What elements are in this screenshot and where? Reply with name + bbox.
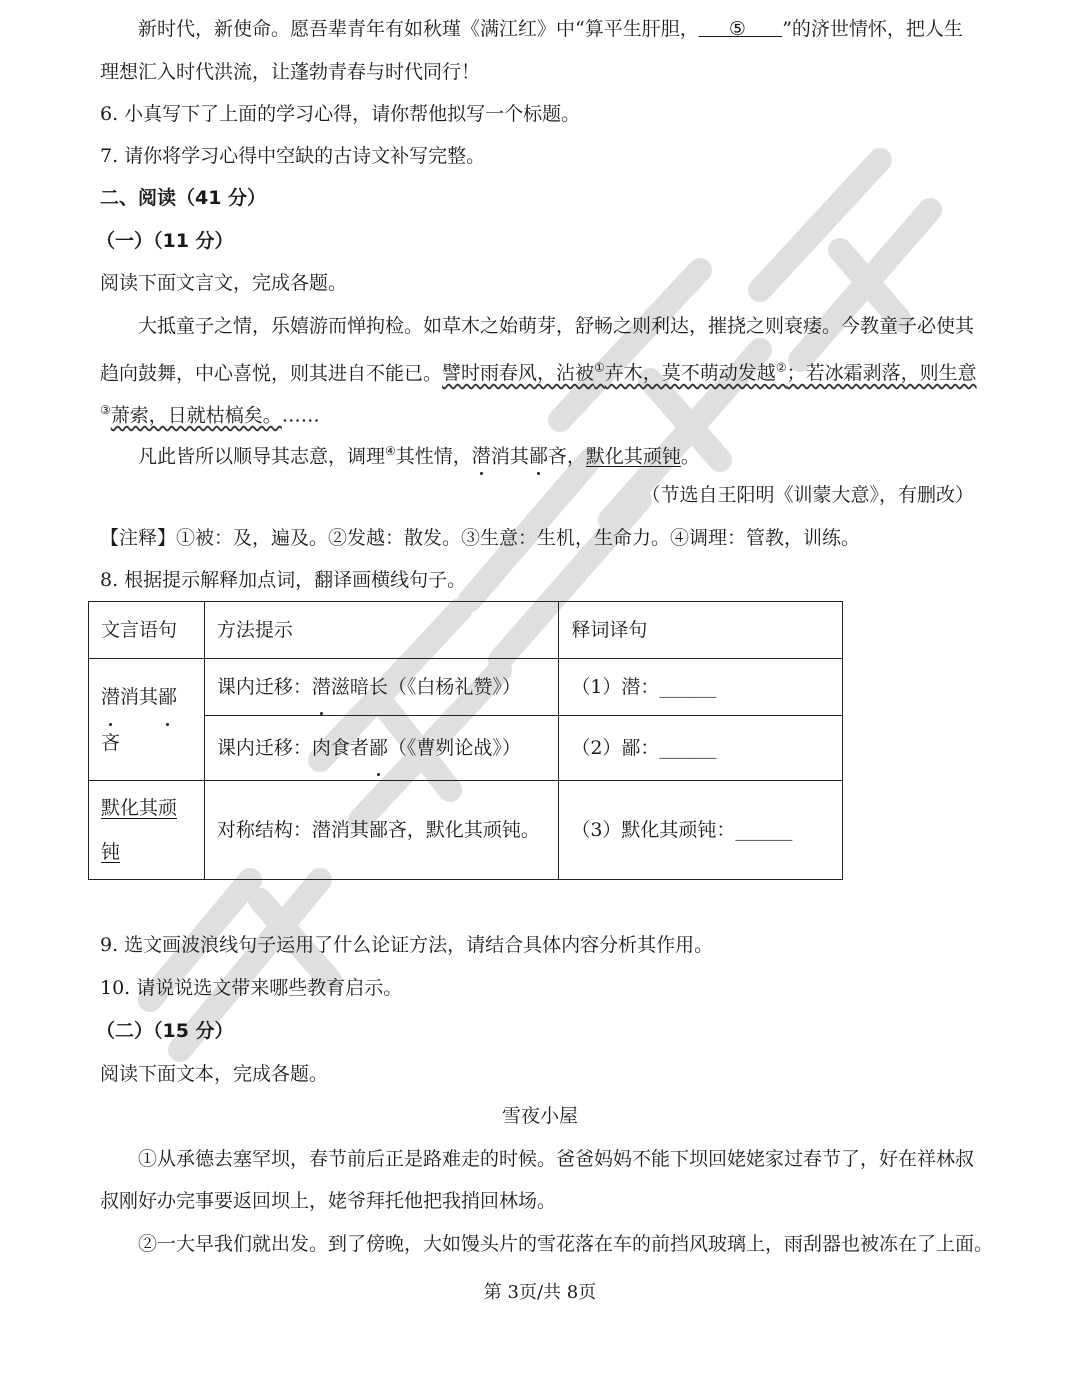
part-2-intro: 阅读下面文本，完成各题。 — [100, 1063, 329, 1085]
part-2-heading: （二）（15 分） — [96, 1020, 234, 1042]
question-7: 7. 请你将学习心得中空缺的古诗文补写完整。 — [100, 145, 486, 167]
story-para-2: ②一大早我们就出发。到了傍晚，大如馒头片的雪花落在车的前挡风玻璃上，雨刮器也被冻在了上面。 — [138, 1233, 994, 1255]
story-para-1-line-1: ①从承德去塞罕坝，春节前后正是路难走的时候。爸爸妈妈不能下坝回姥姥家过春节了，好在祥林叔 — [138, 1148, 975, 1170]
wavy-sentence: 譬时雨春风，沾被①卉木，莫不萌动发越②；若冰霜剥落，则生意 — [442, 361, 977, 385]
line-2: 理想汇入时代洪流，让蓬勃青春与时代同行！ — [100, 61, 481, 83]
blank-5: ⑤ — [728, 18, 746, 40]
table-header-row — [89, 602, 843, 659]
part-1-heading: （一）（11 分） — [96, 230, 234, 252]
table-header: 方法提示 — [204, 602, 558, 659]
question-9: 9. 选文画波浪线句子运用了什么论证方法，请结合具体内容分析其作用。 — [100, 934, 714, 956]
part-1-intro: 阅读下面文言文，完成各题。 — [100, 272, 348, 294]
table-header: 释词译句 — [559, 602, 843, 659]
passage-1-line-3: ③萧索，日就枯槁矣。…… — [100, 403, 320, 427]
question-8-table — [88, 601, 843, 880]
story-title: 雪夜小屋 — [501, 1105, 578, 1127]
table-row — [89, 781, 843, 880]
question-8: 8. 根据提示解释加点词，翻译画横线句子。 — [100, 569, 467, 591]
passage-1-line-1: 大抵童子之情，乐嬉游而惮拘检。如草木之始萌芽，舒畅之则利达，摧挠之则衰痿。今教童子必使其 — [138, 315, 975, 337]
table-cell: 课内迁移：肉食者鄙（《曹刿论战》） — [204, 716, 558, 781]
passage-1-line-2: 趋向鼓舞，中心喜悦，则其进自不能已。譬时雨春风，沾被①卉木，莫不萌动发越②；若冰霜剥落，则生意 — [100, 361, 977, 385]
table-header: 文言语句 — [89, 602, 205, 659]
answer-cell-1[interactable]: （1）潜：______ — [559, 659, 843, 716]
question-6: 6. 小真写下了上面的学习心得，请你帮他拟写一个标题。 — [100, 103, 581, 125]
table-cell: 课内迁移：潜滋暗长（《白杨礼赞》） — [204, 659, 558, 716]
passage-2-line: 凡此皆所以顺导其志意，调理④其性情，潜消其鄙吝，默化其顽钝。 — [138, 444, 700, 468]
table-row — [89, 659, 843, 716]
notes: 【注释】①被：及，遍及。②发越：散发。③生意：生机，生命力。④调理：管教，训练。 — [100, 527, 861, 549]
table-cell: 潜消其鄙 吝 — [89, 659, 205, 781]
table-cell: 默化其顽钝 — [89, 781, 205, 880]
answer-cell-3[interactable]: （3）默化其顽钝：______ — [559, 781, 843, 880]
question-10: 10. 请说说选文带来哪些教育启示。 — [100, 977, 403, 999]
source-citation: （节选自王阳明《训蒙大意》，有删改） — [641, 484, 974, 506]
answer-cell-2[interactable]: （2）鄙：______ — [559, 716, 843, 781]
line-1: 新时代，新使命。愿吾辈青年有如秋瑾《满江红》中“算平生肝胆， ⑤ ”的济世情怀，把人生 — [138, 18, 963, 40]
section-2-heading: 二、阅读（41 分） — [100, 187, 267, 209]
table-cell: 对称结构：潜消其鄙吝，默化其顽钝。 — [204, 781, 558, 880]
story-para-1-line-2: 叔刚好办完事要返回坝上，姥爷拜托他把我捎回林场。 — [100, 1190, 557, 1212]
page-footer: 第 3页/共 8页 — [483, 1282, 597, 1303]
